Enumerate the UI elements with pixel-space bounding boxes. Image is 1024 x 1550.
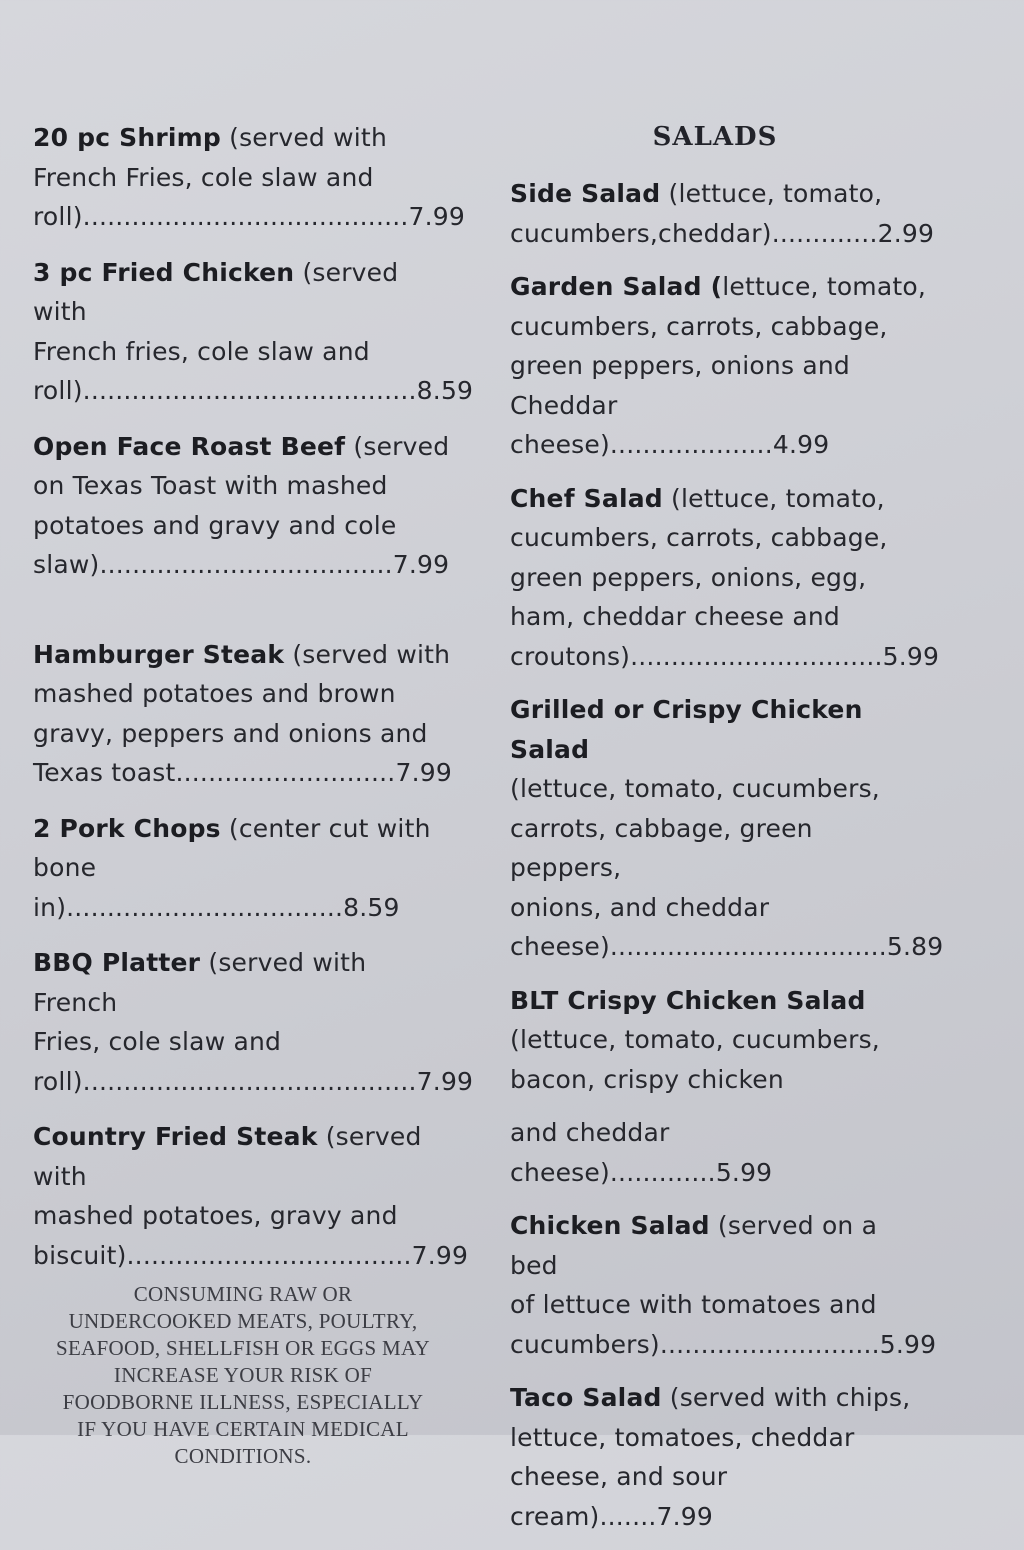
item-desc: Fries, cole slaw and	[33, 1027, 282, 1056]
item-price-line: roll)........................................7.99	[33, 202, 466, 231]
item-price-line: cheese)..................................5.89	[510, 932, 944, 961]
item-price-line: roll).........................................7.99	[33, 1066, 474, 1096]
item-name: Chef Salad	[510, 483, 663, 513]
menu-item-side-salad	[510, 174, 935, 253]
item-desc: cucumbers, carrots, cabbage,	[510, 523, 888, 552]
item-name: Taco Salad	[510, 1383, 662, 1412]
item-name: 3 pc Fried Chicken	[33, 257, 295, 287]
item-desc: (lettuce, tomato, cucumbers,	[510, 774, 880, 803]
menu-item-taco-salad	[510, 1378, 930, 1536]
menu-item-fried-chicken	[33, 253, 474, 411]
item-desc: gravy, peppers and onions and	[33, 718, 428, 748]
item-desc: (served with	[33, 257, 399, 326]
menu-item-blt-chicken-salad	[510, 981, 930, 1193]
menu-item-roast-beef	[33, 427, 458, 585]
item-desc: (served	[345, 431, 450, 461]
menu-item-shrimp	[33, 118, 466, 237]
item-name: Garden Salad (	[510, 272, 723, 301]
item-price-line: cucumbers)...........................5.99	[510, 1329, 937, 1359]
item-price-line: Texas toast...........................7.99	[33, 758, 452, 787]
item-price-line: croutons)...............................5.99	[510, 641, 940, 671]
item-desc: cucumbers, carrots, cabbage,	[510, 311, 888, 341]
item-desc: mashed potatoes, gravy and	[33, 1201, 398, 1230]
item-desc: onions, and cheddar	[510, 892, 770, 922]
item-price-line: Cheddar cheese)....................4.99	[510, 390, 830, 459]
menu-item-grilled-chicken-salad	[510, 690, 944, 967]
notice-line: INCREASE YOUR RISK OF	[113, 1363, 373, 1387]
item-desc: (lettuce, tomato,	[662, 483, 885, 513]
item-desc: (lettuce, tomato, cucumbers,	[510, 1025, 880, 1054]
item-desc: potatoes and gravy and cole	[33, 510, 397, 540]
notice-line: FOODBORNE ILLNESS, ESPECIALLY	[62, 1390, 424, 1414]
item-desc: (center cut with	[220, 813, 431, 843]
item-desc: French Fries, cole slaw and	[33, 162, 374, 192]
notice-line: SEAFOOD, SHELLFISH OR EGGS MAY	[55, 1336, 431, 1360]
menu-item-chef-salad	[510, 479, 940, 677]
item-desc: carrots, cabbage, green peppers,	[510, 813, 813, 882]
item-name: Side Salad	[510, 179, 661, 208]
item-name: Chicken Salad	[510, 1211, 710, 1240]
food-safety-notice	[33, 1281, 453, 1470]
menu-item-garden-salad	[510, 267, 930, 465]
section-heading-salads: SALADS	[652, 122, 778, 152]
item-desc: (served with	[33, 1122, 422, 1191]
item-desc: (served with French	[33, 948, 367, 1017]
item-desc: mashed potatoes and brown	[33, 679, 396, 708]
item-desc: of lettuce with tomatoes and	[510, 1290, 877, 1319]
item-name: Hamburger Steak	[33, 639, 285, 669]
notice-line: UNDERCOOKED MEATS, POULTRY,	[68, 1309, 418, 1333]
item-price-line: biscuit)...................................7.99	[33, 1240, 469, 1270]
menu-item-hamburger-steak	[33, 635, 458, 793]
item-price-line: bone in)..................................8.59	[33, 853, 400, 922]
item-name: Open Face Roast Beef	[33, 431, 346, 461]
notice-line: CONDITIONS.	[174, 1444, 312, 1468]
item-name: BLT Crispy Chicken Salad	[510, 985, 866, 1015]
item-desc: bacon, crispy chicken	[510, 1064, 784, 1094]
item-name: Country Fried Steak	[33, 1122, 318, 1151]
item-price-line: cheese, and sour cream).......7.99	[510, 1462, 728, 1531]
menu-item-country-fried-steak	[33, 1117, 469, 1275]
item-price-line: roll).........................................8.59	[33, 376, 474, 405]
item-desc: (served with	[284, 639, 451, 669]
item-name: BBQ Platter	[33, 948, 201, 977]
right-menu-column	[510, 118, 944, 1550]
left-menu-column	[33, 118, 474, 1470]
notice-line: CONSUMING RAW OR	[133, 1282, 353, 1306]
item-desc: (served with	[220, 123, 387, 152]
item-name: 20 pc Shrimp	[33, 123, 221, 152]
menu-item-chicken-salad	[510, 1206, 937, 1364]
item-name: 2 Pork Chops	[33, 813, 221, 843]
item-desc: green peppers, onions, egg,	[510, 562, 867, 592]
item-desc: (served with chips,	[661, 1383, 911, 1412]
menu-item-pork-chops	[33, 809, 458, 928]
item-desc: (served on a bed	[510, 1211, 878, 1280]
item-name: Grilled or Crispy Chicken Salad	[510, 695, 863, 764]
item-price-line: and cheddar cheese).............5.99	[510, 1118, 773, 1187]
item-desc: on Texas Toast with mashed	[33, 471, 388, 500]
item-desc: green peppers, onions and	[510, 351, 850, 380]
item-desc: lettuce, tomatoes, cheddar	[510, 1422, 855, 1452]
notice-line: IF YOU HAVE CERTAIN MEDICAL	[77, 1417, 409, 1441]
item-desc: ham, cheddar cheese and	[510, 602, 841, 631]
item-desc: lettuce, tomato,	[722, 272, 927, 301]
item-desc: (lettuce, tomato,	[660, 179, 883, 208]
item-price-line: slaw)....................................7.99	[33, 550, 450, 579]
item-desc: French fries, cole slaw and	[33, 336, 370, 366]
item-price-line: cucumbers,cheddar).............2.99	[510, 218, 935, 248]
menu-item-bbq-platter	[33, 943, 474, 1101]
